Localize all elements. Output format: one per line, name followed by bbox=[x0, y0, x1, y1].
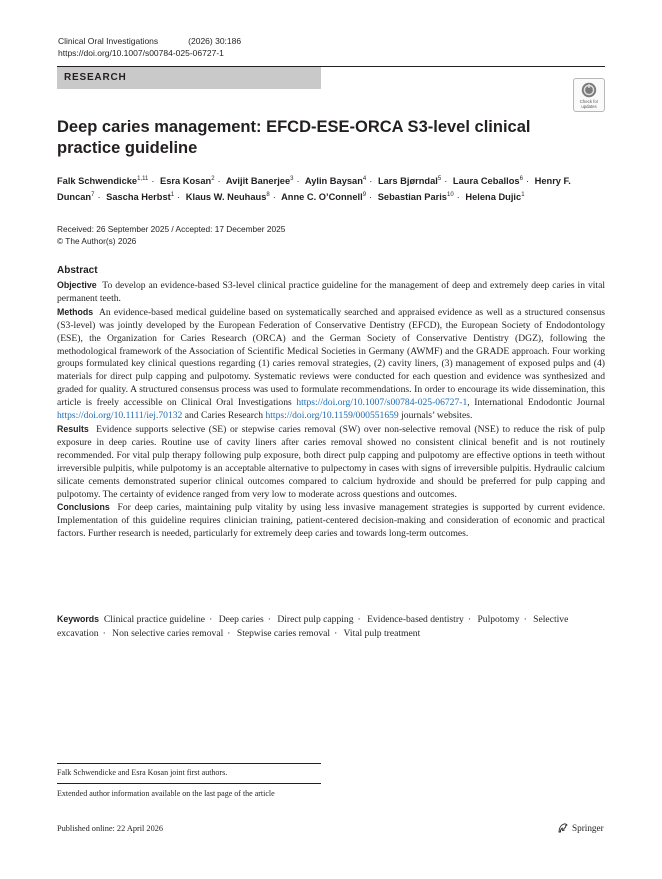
check-for-updates-icon bbox=[581, 82, 597, 98]
keyword: Clinical practice guideline bbox=[103, 614, 206, 625]
author-entry[interactable] bbox=[465, 192, 524, 202]
author-name: Anne C. O’Connell bbox=[281, 192, 363, 202]
conclusions-text: For deep caries, maintaining pulp vitality by using less invasive management strategies is supported by current evidence. Implementation of this guideline requires clinician training, patient-centered decision-making and consideration of economic and practical factors. Further research is needed, particularly for extremely deep caries and towards long-term outcomes. bbox=[57, 502, 605, 540]
methods-text: An evidence-based medical guideline based on systematically searched and appraised evidence as well as a structured consensus (S3-level) was jointly developed by the European Federation of Conservative Dentistry (EFCD), the European Society of Endodontology (ESE), the Organization for Caries Research (ORCA) and the German Society of Conservative Dentistry (DGZ), following the methodological framework of the Association of Scientific Medical Societies in Germany (AWMF) and the GRADE approach. Four working groups formulated key clinical questions regarding (1) caries removal strategies, (2) cavity liners, (3) management of exposed pulps and (4) materials for direct pulp capping and pulpotomy. Systematic reviews were conducted for each question and evidence was synthesized and graded for quality. A structured consensus process was used to formulate recommendations. In order to encourage its wide dissemination, this article is freely accessible on Clinical Oral Investigations bbox=[57, 306, 605, 409]
springer-horse-icon bbox=[557, 822, 569, 834]
author-name: Helena Dujic bbox=[465, 192, 522, 202]
author-name: Lars Bjørndal bbox=[377, 176, 438, 186]
keyword: Deep caries bbox=[218, 614, 264, 625]
keyword-separator: · bbox=[467, 614, 472, 625]
author-affiliation: 7 bbox=[91, 192, 95, 198]
author-separator: · bbox=[369, 192, 373, 202]
keyword: Direct pulp capping bbox=[277, 614, 354, 625]
author-separator: · bbox=[272, 192, 276, 202]
keyword-separator: · bbox=[267, 614, 271, 625]
author-affiliation: 2 bbox=[211, 176, 215, 182]
copyright-notice: © The Author(s) 2026 bbox=[57, 236, 137, 246]
author-separator: · bbox=[177, 192, 181, 202]
keyword-separator: · bbox=[102, 627, 106, 639]
article-title: Deep caries management: EFCD-ESE-ORCA S3-level clinical practice guideline bbox=[57, 118, 531, 157]
keyword: Stepwise caries removal bbox=[236, 627, 331, 639]
keyword-separator: · bbox=[227, 627, 231, 639]
keyword-separator: · bbox=[357, 614, 361, 625]
conclusions-label: Conclusions bbox=[57, 502, 110, 513]
check-for-updates-label: Check for updates bbox=[579, 99, 599, 109]
publisher-name: Springer bbox=[572, 823, 604, 833]
author-affiliation: 10 bbox=[446, 192, 454, 198]
author-affiliation: 9 bbox=[362, 192, 367, 198]
author-affiliation: 1 bbox=[521, 192, 525, 198]
author-name: Avijit Banerjee bbox=[225, 176, 291, 186]
methods-label: Methods bbox=[57, 306, 94, 317]
keyword: Selective excavation bbox=[57, 614, 569, 639]
author-entry[interactable] bbox=[305, 176, 366, 186]
author-name: Sascha Herbst bbox=[106, 192, 171, 202]
author-entry[interactable] bbox=[57, 176, 148, 186]
extended-author-info-note: Extended author information available on the last page of the article bbox=[57, 789, 275, 798]
methods-link-iej[interactable]: https://doi.org/10.1111/iej.70132 bbox=[57, 410, 183, 422]
journal-citation-line bbox=[58, 36, 241, 46]
author-affiliation: 4 bbox=[362, 176, 367, 182]
abstract-objective bbox=[57, 279, 605, 306]
keyword-separator: · bbox=[334, 627, 338, 639]
footnote-divider bbox=[57, 783, 321, 784]
author-affiliation: 1,11 bbox=[137, 176, 149, 182]
article-type-banner: RESEARCH bbox=[57, 67, 321, 89]
author-entry[interactable] bbox=[186, 192, 270, 202]
journal-name: Clinical Oral Investigations bbox=[58, 36, 159, 46]
author-entry[interactable] bbox=[453, 176, 523, 186]
results-text: Evidence supports selective (SE) or stepwise caries removal (SW) over non-selective removal (NSE) to reduce the risk of pulp exposure in deep caries. Routine use of cavity liners after caries removal showed no consistent clinical benefit and is not routinely recommended. For vital pulp therapy following pulp exposure, both direct pulp capping and pulpotomy are effective options in teeth without irreversible pulpitis, while pulpotomy is an acceptable alternative to pulpectomy in cases with signs of irreversible pulpitis. Hydraulic calcium silicate cements demonstrated superior clinical outcomes compared to calcium hydroxide and should be preferred for pulp capping and pulpotomy. The certainty of evidence ranged from very low to moderate across questions and outcomes. bbox=[57, 423, 605, 500]
methods-link-clinical-oral-investigations[interactable]: https://doi.org/10.1007/s00784-025-06727-1 bbox=[296, 397, 468, 409]
author-affiliation: 6 bbox=[519, 176, 523, 182]
methods-link-caries-research[interactable]: https://doi.org/10.1159/000551659 bbox=[265, 410, 399, 422]
author-name: Falk Schwendicke bbox=[57, 176, 138, 186]
author-name: Klaus W. Neuhaus bbox=[185, 192, 267, 202]
keyword: Non selective caries removal bbox=[112, 627, 224, 639]
author-name: Henry F. Duncan bbox=[57, 176, 571, 202]
keyword-separator: · bbox=[523, 614, 527, 625]
keywords bbox=[57, 613, 605, 640]
methods-text-2: , International Endodontic Journal bbox=[467, 397, 605, 409]
author-separator: · bbox=[444, 176, 448, 186]
published-online-date: Published online: 22 April 2026 bbox=[57, 824, 164, 833]
author-separator: · bbox=[525, 176, 530, 186]
keyword: Pulpotomy bbox=[477, 614, 520, 625]
keyword: Evidence-based dentistry bbox=[367, 614, 464, 625]
author-affiliation: 5 bbox=[437, 176, 442, 182]
keyword: Vital pulp treatment bbox=[343, 627, 421, 639]
author-separator: · bbox=[97, 192, 101, 202]
author-affiliation: 1 bbox=[170, 192, 175, 198]
footnote-divider bbox=[57, 763, 321, 764]
check-for-updates-badge[interactable] bbox=[573, 78, 605, 112]
doi-link[interactable]: https://doi.org/10.1007/s00784-025-06727-1 bbox=[58, 48, 224, 58]
objective-label: Objective bbox=[57, 280, 97, 290]
methods-text-4: journals’ websites. bbox=[398, 410, 473, 422]
objective-text: To develop an evidence-based S3-level clinical practice guideline for the management of deep and extremely deep caries in vital permanent teeth. bbox=[57, 280, 605, 304]
article-dates bbox=[57, 223, 285, 247]
abstract-conclusions bbox=[57, 501, 605, 541]
author-name: Aylin Baysan bbox=[304, 176, 363, 186]
author-name: Sebastian Paris bbox=[377, 192, 447, 202]
author-affiliation: 8 bbox=[266, 192, 270, 198]
author-separator: · bbox=[369, 176, 373, 186]
author-entry[interactable] bbox=[106, 192, 174, 202]
joint-first-authors-note: Falk Schwendicke and Esra Kosan joint first authors. bbox=[57, 768, 228, 777]
abstract-body bbox=[57, 279, 605, 541]
author-separator: · bbox=[296, 176, 300, 186]
author-name: Laura Ceballos bbox=[452, 176, 520, 186]
publisher-logo bbox=[557, 822, 604, 834]
abstract-methods bbox=[57, 306, 605, 423]
author-entry[interactable] bbox=[226, 176, 294, 186]
author-separator: · bbox=[151, 176, 155, 186]
author-entry[interactable] bbox=[160, 176, 215, 186]
results-label: Results bbox=[57, 423, 89, 434]
abstract-heading: Abstract bbox=[57, 265, 98, 276]
author-affiliation: 3 bbox=[290, 176, 294, 182]
citation: (2026) 30:186 bbox=[188, 36, 242, 46]
author-separator: · bbox=[217, 176, 221, 186]
author-entry[interactable] bbox=[281, 192, 366, 202]
received-accepted-dates: Received: 26 September 2025 / Accepted: 17 December 2025 bbox=[57, 224, 286, 234]
author-separator: · bbox=[456, 192, 460, 202]
author-entry[interactable] bbox=[378, 192, 454, 202]
abstract-results bbox=[57, 423, 605, 501]
author-name: Esra Kosan bbox=[160, 176, 212, 186]
author-list bbox=[57, 173, 587, 205]
author-entry[interactable] bbox=[378, 176, 441, 186]
keyword-separator: · bbox=[209, 614, 213, 625]
methods-text-3: and Caries Research bbox=[182, 410, 266, 422]
keyword-list bbox=[57, 614, 568, 639]
keywords-label: Keywords bbox=[57, 614, 100, 624]
